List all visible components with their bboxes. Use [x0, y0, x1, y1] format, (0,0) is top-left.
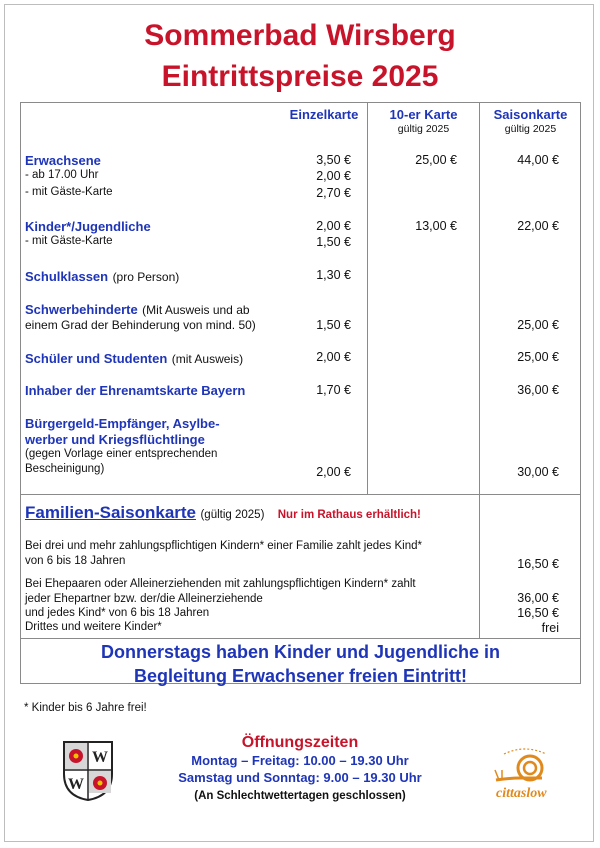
row-erwachsene-label: Erwachsene [25, 153, 101, 168]
column-divider [367, 103, 368, 494]
price-erwachsene-gaeste: 2,70 € [316, 186, 351, 200]
price-schwerbehinderte-einzel: 1,50 € [316, 318, 351, 332]
row-schwerbehinderte-label: Schwerbehinderte [25, 302, 138, 317]
row-schueler [25, 350, 243, 368]
row-buergergeld-label-1: Bürgergeld-Empfänger, Asylbe- [25, 416, 220, 431]
opening-hours-closed-note: (An Schlechtwettertagen geschlossen) [194, 790, 406, 802]
price-erwachsene-10er: 25,00 € [415, 153, 457, 167]
family-title: Familien-Saisonkarte [25, 503, 197, 522]
row-schwerbehinderte [25, 301, 250, 319]
family-rule-1-price: 16,50 € [517, 557, 559, 571]
row-schulklassen [25, 268, 179, 286]
price-erwachsene-einzel: 3,50 € [316, 153, 351, 167]
column-divider [479, 494, 480, 638]
row-schueler-note: (mit Ausweis) [171, 352, 244, 366]
row-buergergeld-note-2: Bescheinigung) [25, 463, 105, 475]
column-divider [479, 103, 480, 494]
price-kinder-einzel: 2,00 € [316, 219, 351, 233]
family-rule-2-line-1: Bei Ehepaaren oder Alleinerziehenden mit zahlungspflichtigen Kindern* zahlt [25, 578, 416, 590]
price-schueler-einzel: 2,00 € [316, 350, 351, 364]
price-kinder-gaeste: 1,50 € [316, 235, 351, 249]
page-subtitle: Eintrittspreise 2025 [161, 60, 439, 93]
family-rule-2-price-child: 16,50 € [517, 606, 559, 620]
price-schulklassen-einzel: 1,30 € [316, 268, 351, 282]
price-table [20, 102, 581, 684]
price-ehrenamt-einzel: 1,70 € [316, 383, 351, 397]
thursday-banner-line-2: Begleitung Erwachsener freien Eintritt! [133, 666, 468, 686]
row-schulklassen-note: (pro Person) [112, 270, 180, 284]
row-schwerbehinderte-note: (Mit Ausweis und ab [142, 303, 250, 317]
row-divider [21, 494, 580, 495]
row-schulklassen-label: Schulklassen [25, 269, 109, 284]
family-rathaus-note: Nur im Rathaus erhältlich! [277, 509, 421, 521]
family-rule-2-price-parent: 36,00 € [517, 591, 559, 605]
thursday-banner-line-1: Donnerstags haben Kinder und Jugendliche in [100, 642, 501, 662]
family-heading [25, 503, 421, 523]
row-ehrenamt-label: Inhaber der Ehrenamtskarte Bayern [25, 383, 246, 398]
price-ehrenamt-saison: 36,00 € [517, 383, 559, 397]
cittaslow-logo-text: cittaslow [496, 786, 547, 801]
family-rule-2-price-third: frei [541, 621, 559, 635]
price-erwachsene-17uhr: 2,00 € [316, 169, 351, 183]
svg-text:W: W [92, 749, 108, 766]
header-saison-validity: gültig 2025 [504, 123, 557, 135]
row-buergergeld-label-2: werber und Kriegsflüchtlinge [25, 432, 205, 447]
family-validity: (gültig 2025) [200, 509, 265, 521]
header-saisonkarte: Saisonkarte [493, 107, 568, 122]
svg-text:W: W [68, 776, 84, 793]
opening-hours-weekend: Samstag und Sonntag: 9.00 – 19.30 Uhr [178, 770, 422, 785]
row-erwachsene-detail-1: - ab 17.00 Uhr [25, 169, 99, 181]
row-kinder-label: Kinder*/Jugendliche [25, 219, 151, 234]
family-rule-2-line-2: jeder Ehepartner bzw. der/die Alleinerziehende [25, 593, 263, 605]
family-rule-1-line-2: von 6 bis 18 Jahren [25, 555, 126, 567]
opening-hours-weekday: Montag – Freitag: 10.00 – 19.30 Uhr [191, 753, 409, 768]
family-rule-2-line-4: Drittes und weitere Kinder* [25, 621, 162, 633]
header-10er-validity: gültig 2025 [397, 123, 450, 135]
price-erwachsene-saison: 44,00 € [517, 153, 559, 167]
row-erwachsene-detail-2: - mit Gäste-Karte [25, 186, 113, 198]
family-rule-1-line-1: Bei drei und mehr zahlungspflichtigen Kindern* einer Familie zahlt jedes Kind* [25, 540, 422, 552]
row-schueler-label: Schüler und Studenten [25, 351, 168, 366]
row-buergergeld-note-1: (gegen Vorlage einer entsprechenden [25, 448, 218, 460]
family-rule-2-line-3: und jedes Kind* von 6 bis 18 Jahren [25, 607, 210, 619]
page-title: Sommerbad Wirsberg [144, 19, 456, 52]
price-kinder-saison: 22,00 € [517, 219, 559, 233]
footnote: * Kinder bis 6 Jahre frei! [24, 702, 147, 714]
opening-hours-title: Öffnungszeiten [241, 734, 359, 751]
row-kinder-detail: - mit Gäste-Karte [25, 235, 113, 247]
price-buergergeld-einzel: 2,00 € [316, 465, 351, 479]
header-10er-karte: 10-er Karte [389, 107, 458, 122]
row-schwerbehinderte-note-2: einem Grad der Behinderung von mind. 50) [25, 318, 256, 332]
price-kinder-10er: 13,00 € [415, 219, 457, 233]
price-buergergeld-saison: 30,00 € [517, 465, 559, 479]
price-schwerbehinderte-saison: 25,00 € [517, 318, 559, 332]
row-divider [21, 638, 580, 639]
price-schueler-saison: 25,00 € [517, 350, 559, 364]
header-einzelkarte: Einzelkarte [289, 107, 359, 122]
